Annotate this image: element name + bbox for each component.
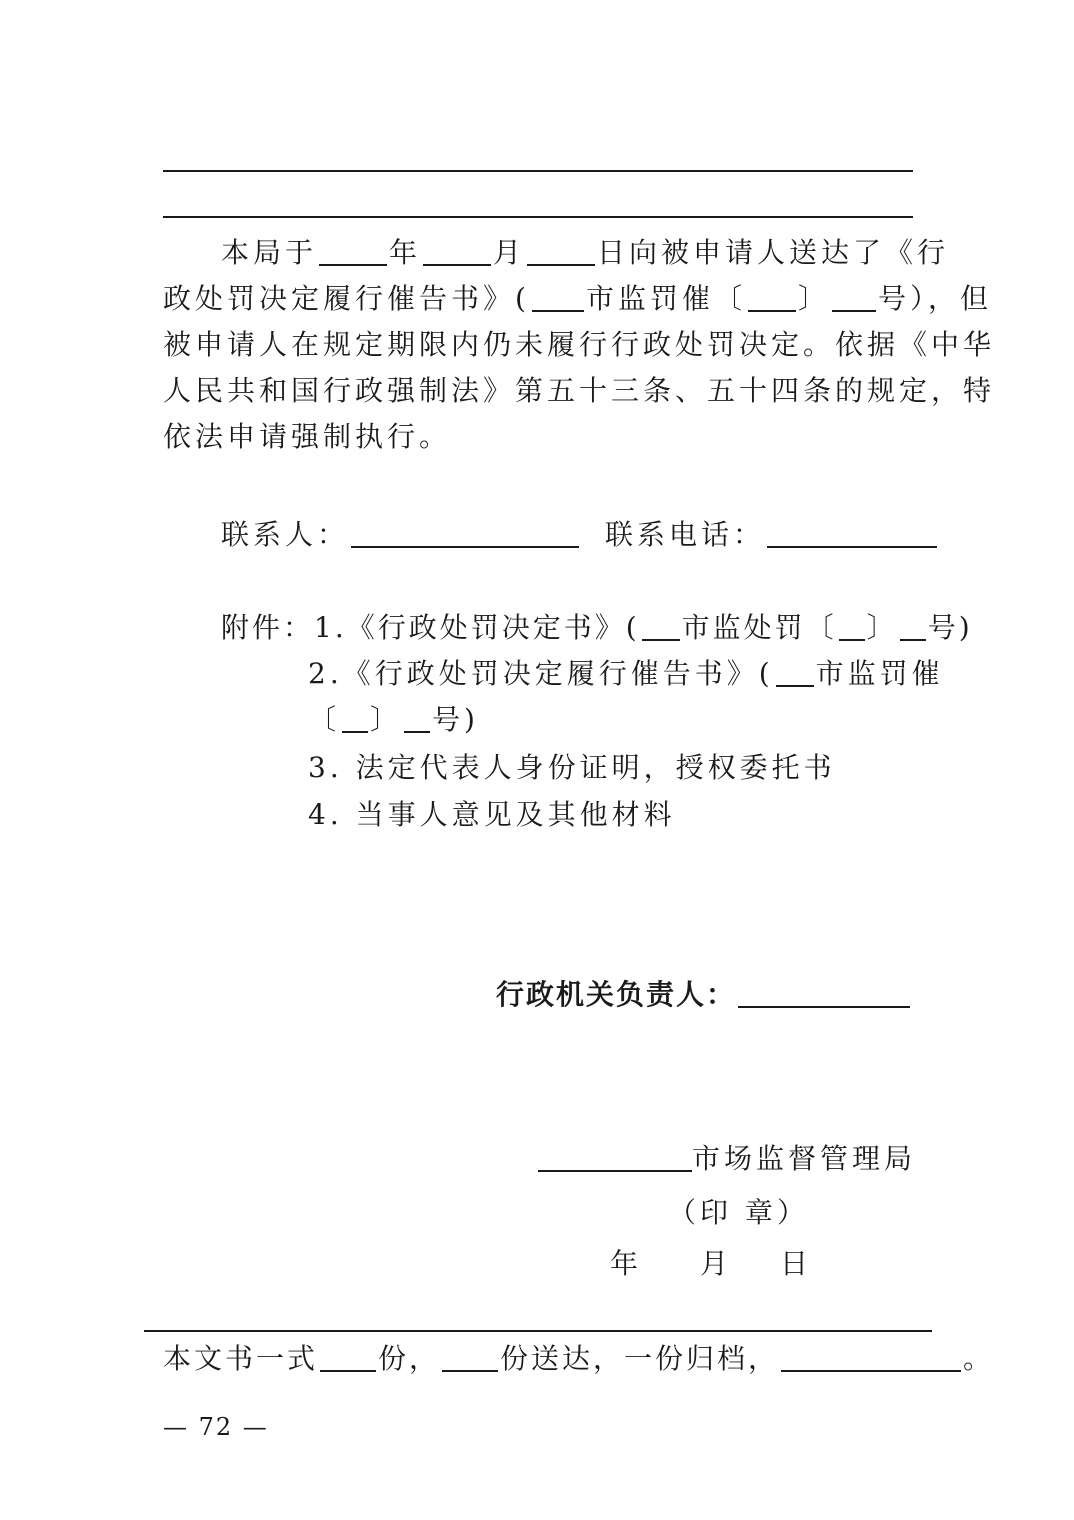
footer-rule	[144, 1330, 932, 1332]
attachment-text: 号)	[432, 703, 479, 736]
attachment-2-number-blank[interactable]	[404, 701, 430, 733]
body-text: 〕	[797, 282, 830, 315]
attachment-text: 市监处罚〔	[681, 611, 837, 644]
attachment-item-2	[308, 651, 944, 697]
attachment-text: 市监罚催	[815, 657, 944, 690]
date-row	[610, 1241, 812, 1287]
attachment-item-1	[221, 605, 973, 651]
footer-text: 。	[963, 1342, 995, 1375]
footer-text: 份送达，一份归档，	[500, 1342, 780, 1375]
attachment-2-year-blank[interactable]	[342, 701, 368, 733]
body-line-3: 被申请人在规定期限内仍未履行行政处罚决定。依据《中华	[163, 328, 996, 361]
top-rule-1	[163, 170, 913, 172]
attachment-1-number-blank[interactable]	[900, 609, 926, 641]
top-rule-2	[163, 216, 913, 218]
attachment-text: 〕	[866, 611, 898, 644]
month-blank[interactable]	[423, 234, 491, 266]
attachment-text: 1.《行政处罚决定书》(	[314, 611, 640, 644]
attachment-1-prefix-blank[interactable]	[642, 609, 680, 641]
doc-year-blank[interactable]	[748, 280, 796, 312]
year-blank[interactable]	[319, 234, 387, 266]
bureau-name-blank[interactable]	[538, 1140, 692, 1172]
body-line-4: 人民共和国行政强制法》第五十三条、五十四条的规定，特	[163, 374, 996, 407]
attachment-text: 号)	[927, 611, 973, 644]
body-text: 号），但	[877, 282, 992, 315]
attachments-label: 附件：	[221, 611, 315, 644]
attachment-item-4: 4. 当事人意见及其他材料	[308, 798, 676, 831]
attachment-1-year-blank[interactable]	[839, 609, 865, 641]
body-text: 市监罚催〔	[585, 282, 746, 315]
attachment-2-prefix-blank[interactable]	[776, 655, 814, 687]
page-number: — 72 —	[163, 1413, 269, 1441]
attachment-item-2-cont	[308, 697, 479, 743]
copies-served-blank[interactable]	[442, 1340, 498, 1372]
contact-row	[221, 512, 939, 558]
body-line-1	[221, 230, 949, 276]
body-line-5: 依法申请强制执行。	[163, 420, 452, 453]
date-month-label: 月	[700, 1247, 733, 1280]
seal-label: （印 章）	[668, 1196, 809, 1229]
bureau-row	[538, 1136, 916, 1182]
body-text: 月	[493, 236, 526, 269]
copies-other-blank[interactable]	[781, 1340, 961, 1372]
contact-person-label: 联系人：	[221, 518, 350, 551]
contact-phone-blank[interactable]	[767, 516, 937, 548]
official-row	[496, 972, 912, 1018]
body-line-2	[163, 276, 992, 322]
copies-row	[163, 1336, 994, 1382]
attachment-text: 〔	[308, 703, 341, 736]
contact-person-blank[interactable]	[351, 516, 579, 548]
date-day-label: 日	[780, 1247, 813, 1280]
body-text: 本局于	[221, 236, 318, 269]
official-label: 行政机关负责人：	[496, 978, 737, 1011]
body-text: 日向被申请人送达了《行	[597, 236, 950, 269]
bureau-label: 市场监督管理局	[692, 1142, 917, 1175]
footer-text: 本文书一式	[163, 1342, 319, 1375]
doc-number-blank[interactable]	[832, 280, 876, 312]
doc-prefix-blank[interactable]	[532, 280, 584, 312]
attachment-text: 2.《行政处罚决定履行催告书》(	[308, 657, 774, 690]
day-blank[interactable]	[527, 234, 595, 266]
body-text: 年	[389, 236, 422, 269]
official-signature-blank[interactable]	[738, 976, 910, 1008]
body-text: 政处罚决定履行催告书》(	[163, 282, 530, 315]
footer-text: 份，	[378, 1342, 441, 1375]
attachment-text: 〕	[370, 703, 403, 736]
copies-total-blank[interactable]	[320, 1340, 376, 1372]
date-year-label: 年	[610, 1247, 643, 1280]
attachment-item-3: 3. 法定代表人身份证明，授权委托书	[308, 751, 836, 784]
contact-phone-label: 联系电话：	[605, 518, 766, 551]
